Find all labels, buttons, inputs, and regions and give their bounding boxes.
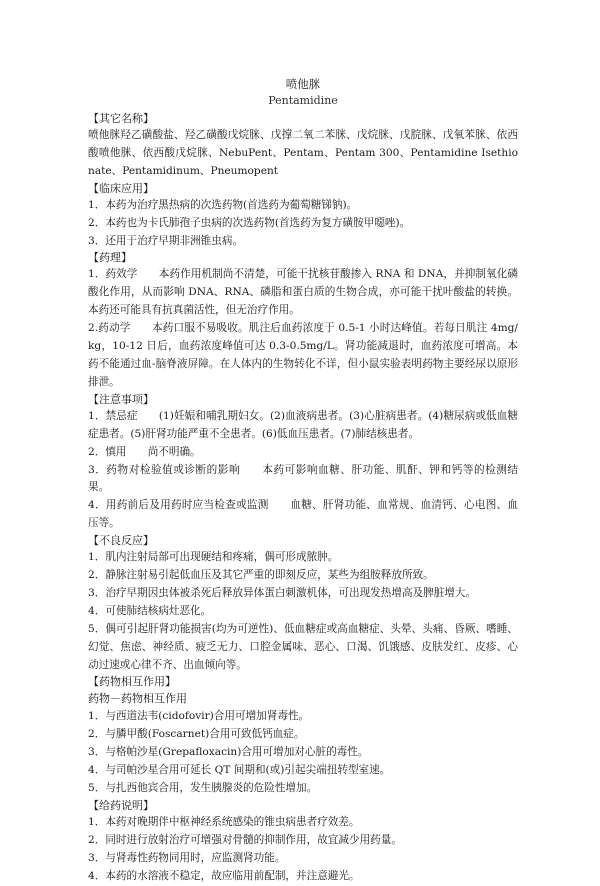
clinical-item: 1．本药为治疗黑热病的次选药物(首选药为葡萄糖锑钠)。 <box>88 198 358 211</box>
precautions-item: 4．用药前后及用药时应当检查或监测 血糖、肝肾功能、血常规、血清钙、心电图、血压等。 <box>88 499 518 530</box>
drug-title: 喷他脒 <box>285 77 321 91</box>
section-heading-clinical: 【临床应用】 <box>88 181 154 195</box>
interactions-item: 3．与格帕沙星(Grepafloxacin)合用可增加对心脏的毒性。 <box>88 746 369 759</box>
section-heading-aliases: 【其它名称】 <box>88 112 154 125</box>
adverse-item: 5．偶可引起肝肾功能损害(均为可逆性)、低血糖症或高血糖症、头晕、头痛、昏厥、嗜睡、幻觉、焦虑、神经质、疲乏无力、口腔金属味、恶心、口渴、饥饿感、皮肤发红、皮疹、心动过速或心律不齐、出血倾向等。 <box>88 622 518 671</box>
section-heading-precautions: 【注意事项】 <box>88 392 154 406</box>
clinical-item: 2．本药也为卡氏肺孢子虫病的次选药物(首选药为复方磺胺甲噁唑)。 <box>88 216 411 229</box>
interactions-item: 1．与西道法韦(cidofovir)合用可增加肾毒性。 <box>88 710 310 723</box>
pharmacology-item: 2.药动学 本药口服不易吸收。肌注后血药浓度于 0.5-1 小时达峰值。若每日肌注 4mg/kg，10-12 日后，血药浓度峰值可达 0.3-0.5mg/L。肾功能减退时，血药浓度可增高。本药不能通过血-脑脊液屏障。在人体内的生物转化不详，但小鼠实验表明药物主要经尿以原形排泄。 <box>88 322 518 388</box>
administration-item: 4．本药的水溶液不稳定，故应临用前配制，并注意避光。 <box>88 869 360 882</box>
administration-item: 2．同时进行放射治疗可增强对骨髓的抑制作用，故宜减少用药量。 <box>88 833 402 846</box>
precautions-item: 1．禁忌症 (1)妊娠和哺乳期妇女。(2)血液病患者。(3)心脏病患者。(4)糖尿病或低血糖症患者。(5)肝肾功能严重不全患者。(6)低血压患者。(7)肺结核患者。 <box>88 409 518 440</box>
document-page <box>88 76 518 886</box>
adverse-item: 4．可使肺结核病灶恶化。 <box>88 604 212 617</box>
administration-item: 1．本药对晚期伴中枢神经系统感染的锥虫病患者疗效差。 <box>88 815 360 828</box>
interactions-subheading: 药物－药物相互作用 <box>88 692 187 706</box>
section-heading-pharmacology: 【药理】 <box>88 251 132 265</box>
interactions-item: 5．与扎西他宾合用，发生胰腺炎的危险性增加。 <box>88 782 318 794</box>
section-heading-adverse: 【不良反应】 <box>88 534 154 548</box>
pharmacology-item: 1．药效学 本药作用机制尚不清楚，可能干扰核苷酸掺入 RNA 和 DNA，并抑制氧化磷酸化作用，从而影响 DNA、RNA、磷脂和蛋白质的生物合成，亦可能干扰叶酸盐的转换。本药还可能具有抗真菌活性，但无治疗作用。 <box>88 268 518 317</box>
clinical-item: 3．还用于治疗早期非洲锥虫病。 <box>88 234 244 247</box>
aliases-text: 喷他脒羟乙磺酸盐、羟乙磺酸戊烷脒、戊撑二氧二苯脒、戊烷脒、戊脘脒、戊氧苯脒、依西酸喷他脒、依西酸戊烷脒、NebuPent、Pentam、Pentam 300、Pentamidine Isethionate、Pentamidinum、Pneumopent <box>88 129 518 177</box>
administration-item: 3．与肾毒性药物同用时，应监测肾功能。 <box>88 851 286 864</box>
interactions-item: 4．与司帕沙星合用可延长 QT 间期和(或)引起尖端扭转型室速。 <box>88 764 391 777</box>
interactions-item: 2．与膦甲酸(Foscarnet)合用可致低钙血症。 <box>88 728 305 741</box>
section-heading-administration: 【给药说明】 <box>88 798 154 812</box>
drug-english-name: Pentamidine <box>268 94 338 107</box>
precautions-item: 3．药物对检验值或诊断的影响 本药可影响血糖、肝功能、肌酐、钾和钙等的检测结果。 <box>88 463 518 494</box>
adverse-item: 1．肌内注射局部可出现硬结和疼痛，偶可形成脓肿。 <box>88 551 339 564</box>
section-heading-interactions: 【药物相互作用】 <box>88 675 176 689</box>
precautions-item: 2．慎用 尚不明确。 <box>88 445 201 458</box>
adverse-item: 2．静脉注射易引起低血压及其它严重的即刻反应，某些为组胺释放所致。 <box>88 569 434 582</box>
adverse-item: 3．治疗早期因虫体被杀死后释放异体蛋白刺激机体，可出现发热增高及脾脏增大。 <box>88 586 477 599</box>
